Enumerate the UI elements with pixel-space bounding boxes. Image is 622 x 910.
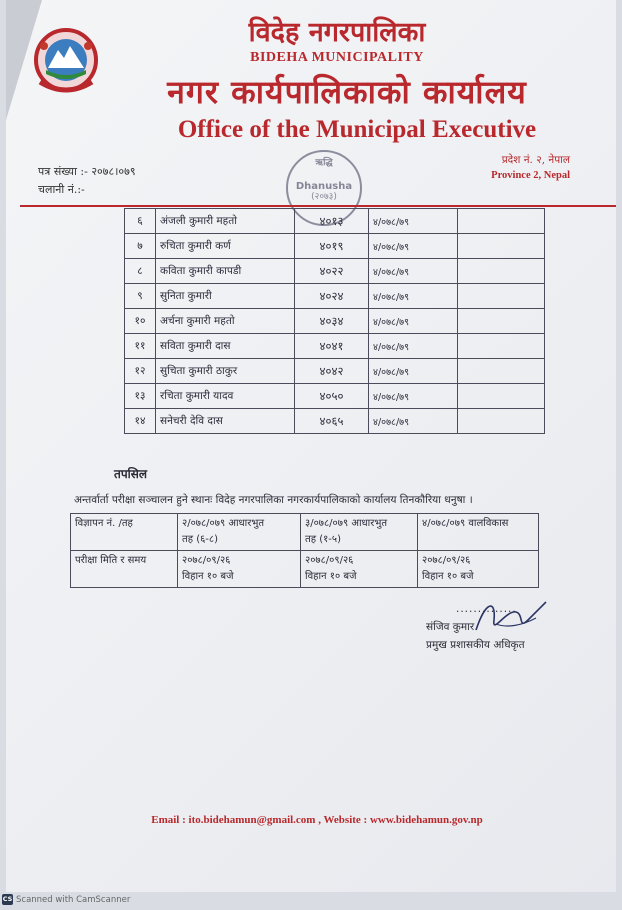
candidate-name-cell: सुनिता कुमारी (156, 284, 295, 309)
schedule-row-advert (71, 514, 539, 551)
advert-number-cell: ४/०७८/७९ (369, 409, 458, 434)
serial-number-cell: ९ (125, 284, 156, 309)
province-block (491, 152, 570, 184)
candidate-name-cell: अंजली कुमारी महतो (156, 209, 295, 234)
signatory-title: प्रमुख प्रशासकीय अधिकृत (426, 639, 525, 651)
schedule-cell (301, 514, 418, 551)
blank-cell (458, 309, 545, 334)
advert-number-cell: ४/०७८/७९ (369, 359, 458, 384)
header-divider (20, 205, 616, 207)
advert-number-cell: ४/०७८/७९ (369, 334, 458, 359)
schedule-cell-line: तह (६-८) (182, 534, 218, 545)
serial-number-cell: ६ (125, 209, 156, 234)
roll-number-cell: ४०३४ (295, 309, 369, 334)
advert-number-cell: ४/०७८/७९ (369, 384, 458, 409)
blank-cell (458, 209, 545, 234)
province-np: प्रदेश नं. २, नेपाल (501, 154, 570, 166)
roll-number-cell: ४०४१ (295, 334, 369, 359)
table-row (125, 209, 545, 234)
schedule-cell-line: २०७८/०९/२६ (182, 555, 231, 566)
schedule-row-date (71, 551, 539, 588)
table-row (125, 234, 545, 259)
blank-cell (458, 284, 545, 309)
stamp-line-1: ऋद्धि (315, 158, 333, 168)
scanner-note: Scanned with CamScanner (16, 894, 131, 905)
camscanner-logo-icon: CS (2, 895, 13, 903)
document-page (6, 0, 616, 892)
office-name-en: Office of the Municipal Executive (177, 116, 537, 143)
advert-number-cell: ४/०७८/७९ (369, 234, 458, 259)
candidate-name-cell: सुचिता कुमारी ठाकुर (156, 359, 295, 384)
candidate-name-cell: सविता कुमारी दास (156, 334, 295, 359)
roll-number-cell: ४०६५ (295, 409, 369, 434)
signature-block (426, 600, 576, 654)
municipality-name-np: विदेह नगरपालिका (248, 17, 426, 48)
advert-number-cell: ४/०७८/७९ (369, 284, 458, 309)
schedule-label: विज्ञापन नं. /तह (71, 514, 178, 551)
schedule-cell (418, 551, 539, 588)
reference-number: पत्र संख्या :- २०७८।०७९ (38, 165, 136, 178)
table-row (125, 409, 545, 434)
serial-number-cell: ८ (125, 259, 156, 284)
schedule-cell-line: ४/०७८/०७९ वालविकास (422, 518, 509, 529)
advert-number-cell: ४/०७८/७९ (369, 209, 458, 234)
candidate-name-cell: सनेचरी देवि दास (156, 409, 295, 434)
dispatch-number: चलानी नं.:- (38, 183, 85, 196)
candidate-name-cell: रचिता कुमारी यादव (156, 384, 295, 409)
table-row (125, 359, 545, 384)
schedule-table (70, 513, 539, 588)
table-row (125, 309, 545, 334)
schedule-cell (178, 551, 301, 588)
serial-number-cell: १४ (125, 409, 156, 434)
serial-number-cell: ११ (125, 334, 156, 359)
schedule-cell-line: विहान १० बजे (422, 571, 474, 582)
table-row (125, 384, 545, 409)
blank-cell (458, 234, 545, 259)
blank-cell (458, 334, 545, 359)
schedule-cell-line: २०७८/०९/२६ (305, 555, 354, 566)
details-heading: तपसिल (114, 467, 148, 481)
schedule-cell-line: ३/०७८/०७९ आधारभुत (305, 518, 388, 529)
table-row (125, 334, 545, 359)
candidate-name-cell: रुचिता कुमारी कर्ण (156, 234, 295, 259)
table-row (125, 259, 545, 284)
serial-number-cell: ७ (125, 234, 156, 259)
serial-number-cell: १३ (125, 384, 156, 409)
serial-number-cell: १० (125, 309, 156, 334)
office-name-np: नगर कार्यपालिकाको कार्यालय (167, 73, 527, 111)
venue-text: अन्तर्वार्ता परीक्षा सञ्चालन हुने स्थानः विदेह नगरपालिका नगरकार्यपालिकाको कार्यालय तिनकौरिया धनुषा । (74, 494, 473, 506)
schedule-cell (418, 514, 539, 551)
roll-number-cell: ४०१९ (295, 234, 369, 259)
blank-cell (458, 259, 545, 284)
schedule-cell-line: तह (१-५) (305, 534, 341, 545)
signatory-name: संजिव कुमार (426, 621, 475, 633)
footer-contact: Email : ito.bidehamun@gmail.com , Website : www.bidehamun.gov.np (151, 814, 483, 826)
schedule-label: परीक्षा मिति र समय (71, 551, 178, 588)
roll-number-cell: ४०५० (295, 384, 369, 409)
schedule-cell-line: विहान १० बजे (182, 571, 234, 582)
advert-number-cell: ४/०७८/७९ (369, 309, 458, 334)
candidate-table (124, 208, 545, 434)
blank-cell (458, 384, 545, 409)
roll-number-cell: ४०२२ (295, 259, 369, 284)
stamp-line-3: (२०७३) (311, 192, 337, 202)
roll-number-cell: ४०१३ (295, 209, 369, 234)
schedule-cell (178, 514, 301, 551)
serial-number-cell: १२ (125, 359, 156, 384)
blank-cell (458, 409, 545, 434)
schedule-cell-line: २/०७८/०७९ आधारभुत (182, 518, 265, 529)
roll-number-cell: ४०४२ (295, 359, 369, 384)
scanner-watermark (2, 894, 130, 905)
roll-number-cell: ४०२४ (295, 284, 369, 309)
table-row (125, 284, 545, 309)
schedule-cell (301, 551, 418, 588)
candidate-name-cell: कविता कुमारी कापडी (156, 259, 295, 284)
schedule-cell-line: २०७८/०९/२६ (422, 555, 471, 566)
municipality-name-en: BIDEHA MUNICIPALITY (250, 50, 424, 65)
signature-dots: .............. (456, 603, 517, 615)
advert-number-cell: ४/०७८/७९ (369, 259, 458, 284)
blank-cell (458, 359, 545, 384)
candidate-name-cell: अर्चना कुमारी महतो (156, 309, 295, 334)
stamp-line-2: Dhanusha (295, 181, 353, 192)
schedule-cell-line: विहान १० बजे (305, 571, 357, 582)
province-en: Province 2, Nepal (491, 170, 570, 181)
